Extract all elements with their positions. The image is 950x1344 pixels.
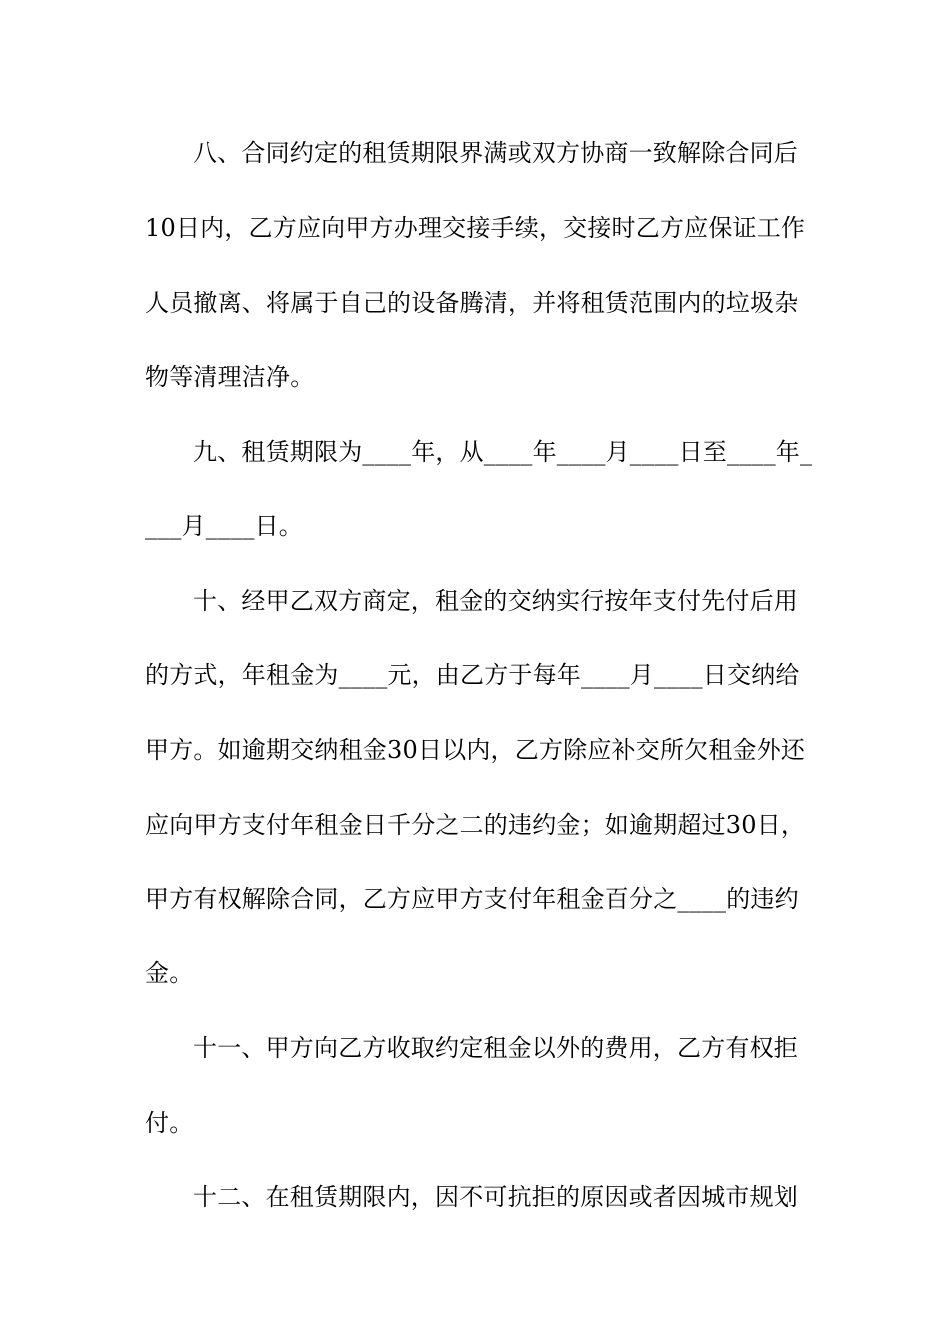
- clause-8-line-4: 物等清理洁净。: [145, 363, 315, 391]
- clause-8-line-2: 10日内，乙方应向甲方办理交接手续，交接时乙方应保证工作: [145, 214, 806, 242]
- clause-8-line-1: 八、合同约定的租赁期限界满或双方协商一致解除合同后: [193, 139, 798, 167]
- clause-8-line-3: 人员撤离、将属于自己的设备腾清，并将租赁范围内的垃圾杂: [145, 289, 799, 317]
- clause-9-line-1: 九、租赁期限为____年，从____年____月____日至____年_: [193, 438, 813, 466]
- clause-10-line-2: 的方式，年租金为____元，由乙方于每年____月____日交纳给: [145, 661, 800, 689]
- clause-12-line-1: 十二、在租赁期限内，因不可抗拒的原因或者因城市规划: [193, 1183, 798, 1211]
- clause-10-line-6: 金。: [145, 959, 194, 987]
- clause-10-line-3: 甲方。如逾期交纳租金30日以内，乙方除应补交所欠租金外还: [145, 736, 806, 764]
- clause-10-line-1: 十、经甲乙双方商定，租金的交纳实行按年支付先付后用: [193, 587, 798, 615]
- clause-9-line-2: ___月____日。: [145, 512, 303, 540]
- clause-11-line-1: 十一、甲方向乙方收取约定租金以外的费用，乙方有权拒: [193, 1034, 798, 1062]
- clause-10-line-4: 应向甲方支付年租金日千分之二的违约金；如逾期超过30日，: [145, 811, 806, 839]
- clause-11-line-2: 付。: [145, 1109, 194, 1137]
- clause-10-line-5: 甲方有权解除合同，乙方应甲方支付年租金百分之____的违约: [145, 885, 799, 913]
